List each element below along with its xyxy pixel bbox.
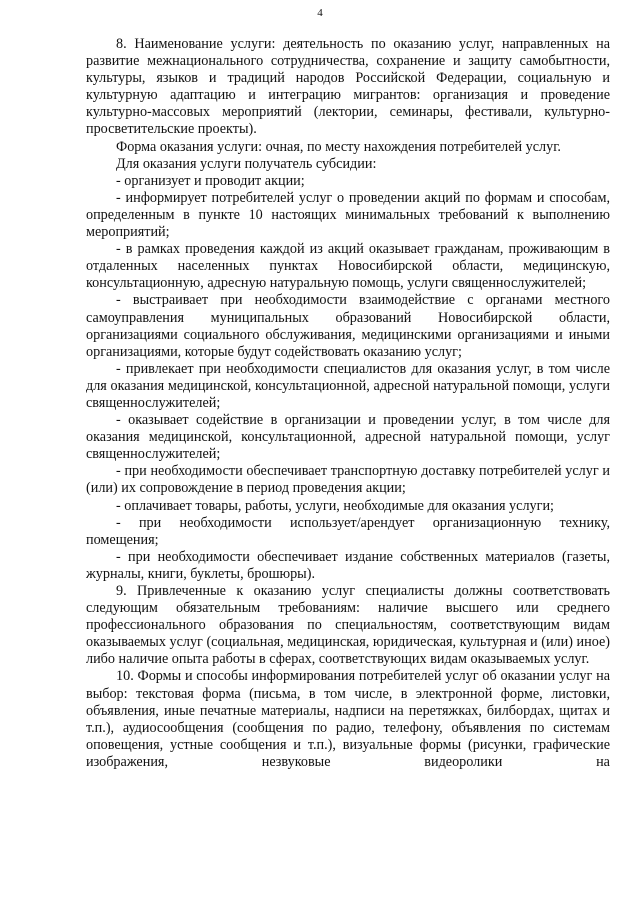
list-item: - при необходимости обеспечивает издание собственных материалов (газеты, журналы, книги, буклеты, брошюры). bbox=[86, 548, 610, 582]
document-body bbox=[86, 36, 610, 771]
paragraph-item-10: 10. Формы и способы информирования потребителей услуг об оказании услуг на выбор: текстовая форма (письма, в том числе, в электронной форме, листовки, объявления, иные печатные материалы, надписи на перетяжках, билбордах, щитах и т.п.), аудиосообщения (сообщения по радио, телефону, объявления по системам оповещения, устные сообщения и т.п.), визуальные формы (рисунки, графические изображения, незвуковые видеоролики на bbox=[86, 668, 610, 770]
list-item: - выстраивает при необходимости взаимодействие с органами местного самоуправления муниципальных образований Новосибирской области, организациями социального обслуживания, медицинскими организациями и иными организациями, которые будут содействовать оказанию услуг; bbox=[86, 292, 610, 360]
paragraph-item-8: 8. Наименование услуги: деятельность по оказанию услуг, направленных на развитие межнационального сотрудничества, сохранение и защиту самобытности, культуры, языков и традиций народов Российской Федерации, социальную и культурную адаптацию и интеграцию мигрантов: организация и проведение культурно-массовых мероприятий (лектории, семинары, фестивали, культурно-просветительские проекты). bbox=[86, 36, 610, 138]
paragraph-item-9: 9. Привлеченные к оказанию услуг специалисты должны соответствовать следующим обязательным требованиям: наличие высшего или среднего профессионального образования по специальностям, соответствующим видам оказываемых услуг (социальная, медицинская, юридическая, культурная и (или) иное) либо наличие опыта работы в сферах, соответствующих видам оказываемых услуг. bbox=[86, 583, 610, 668]
list-item: - при необходимости обеспечивает транспортную доставку потребителей услуг и (или) их сопровождение в период проведения акции; bbox=[86, 463, 610, 497]
page-number: 4 bbox=[317, 7, 323, 19]
paragraph-intro: Для оказания услуги получатель субсидии: bbox=[116, 155, 377, 172]
list-item: - организует и проводит акции; bbox=[116, 172, 305, 189]
list-item: - информирует потребителей услуг о проведении акций по формам и способам, определенным в пункте 10 настоящих минимальных требований к выполнению мероприятий; bbox=[86, 189, 610, 241]
list-item: - привлекает при необходимости специалистов для оказания услуг, в том числе для оказания медицинской, консультационной, адресной натуральной помощи, услуги священнослужителей; bbox=[86, 360, 610, 411]
list-item: - оказывает содействие в организации и проведении услуг, в том числе для оказания медицинской, консультационной, адресной натуральной помощи, услуг священнослужителей; bbox=[86, 412, 610, 463]
list-item: - в рамках проведения каждой из акций оказывает гражданам, проживающим в отдаленных населенных пунктах Новосибирской области, медицинскую, консультационную, адресную натуральную помощь, услуги священнослужителей; bbox=[86, 241, 610, 292]
list-item: - оплачивает товары, работы, услуги, необходимые для оказания услуги; bbox=[116, 497, 554, 514]
paragraph-form: Форма оказания услуги: очная, по месту нахождения потребителей услуг. bbox=[116, 138, 561, 155]
list-item: - при необходимости использует/арендует организационную технику, помещения; bbox=[86, 514, 610, 548]
